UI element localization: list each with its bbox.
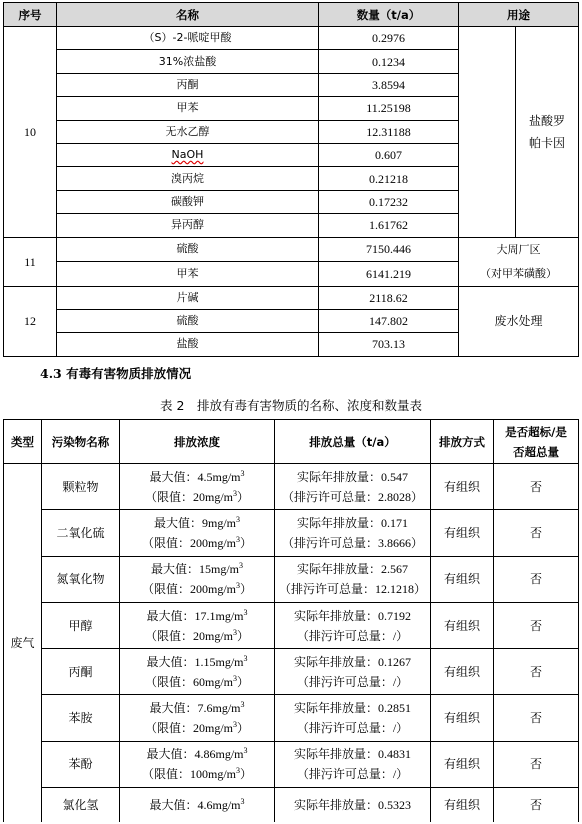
header-qty: 数量（t/a）	[319, 3, 459, 27]
emission-mode: 有组织	[431, 510, 494, 556]
total-cell	[275, 649, 431, 695]
material-name: 硫酸	[57, 237, 319, 262]
limit-value: （限值：$200mg/m^3$）	[141, 534, 253, 550]
material-name: NaOH	[57, 143, 319, 166]
material-name: 片碱	[57, 286, 319, 309]
permit-total: （排污许可总量：/）	[296, 721, 409, 736]
material-qty: 6141.219	[319, 262, 459, 287]
material-name: （S）-2-哌啶甲酸	[57, 27, 319, 50]
limit-value: （限值：$200mg/m^3$）	[141, 581, 253, 597]
permit-total: （排污许可总量：/）	[296, 674, 409, 689]
table-row	[4, 464, 579, 510]
table-row	[4, 602, 579, 648]
actual-emission: 实际年排放量：0.547	[296, 469, 408, 484]
emission-mode: 有组织	[431, 556, 494, 602]
header-total: 排放总量（t/a）	[275, 420, 431, 464]
use-cell: 废水处理	[459, 286, 579, 356]
material-name: 甲苯	[57, 97, 319, 120]
pollutant-name: 苯酚	[42, 741, 120, 787]
exceed-status: 否	[494, 602, 579, 648]
seq-cell: 10	[4, 27, 57, 238]
concentration-cell	[120, 695, 275, 741]
table-row	[4, 788, 579, 822]
permit-total: （排污许可总量：/）	[296, 767, 409, 782]
pollutant-name: 甲醇	[42, 602, 120, 648]
exceed-status: 否	[494, 510, 579, 556]
material-qty: 147.802	[319, 309, 459, 332]
material-name: 溴丙烷	[57, 167, 319, 190]
exceed-status: 否	[494, 464, 579, 510]
section-title: 4.3 有毒有害物质排放情况	[40, 366, 192, 381]
table-row	[4, 695, 579, 741]
emission-mode: 有组织	[431, 741, 494, 787]
material-qty: 0.607	[319, 143, 459, 166]
material-qty: 3.8594	[319, 73, 459, 96]
material-name: 丙酮	[57, 73, 319, 96]
pollutant-name: 苯胺	[42, 695, 120, 741]
exceed-status: 否	[494, 649, 579, 695]
material-qty: 0.21218	[319, 167, 459, 190]
permit-total: （排污许可总量：12.1218）	[278, 582, 426, 597]
concentration-cell	[120, 464, 275, 510]
header-exceed: 是否超标/是否超总量	[494, 420, 579, 464]
header-concentration: 排放浓度	[120, 420, 275, 464]
permit-total: （排污许可总量：/）	[296, 628, 409, 643]
limit-value: （限值：$60mg/m^3$）	[144, 673, 250, 689]
material-name: 盐酸	[57, 333, 319, 356]
pollutant-name: 氯化氢	[42, 788, 120, 822]
emission-mode: 有组织	[431, 464, 494, 510]
seq-cell: 11	[4, 237, 57, 286]
pollutant-name: 二氧化硫	[42, 510, 120, 556]
exceed-status: 否	[494, 788, 579, 822]
seq-cell: 12	[4, 286, 57, 356]
table-row	[4, 556, 579, 602]
emission-mode: 有组织	[431, 695, 494, 741]
use-cell: 大周厂区 （对甲苯磺酸）	[459, 237, 579, 286]
actual-emission: 实际年排放量：2.567	[296, 562, 408, 577]
limit-value: （限值：$20mg/m^3$）	[144, 488, 250, 504]
material-name: 31%浓盐酸	[57, 50, 319, 73]
concentration-cell	[120, 510, 275, 556]
table-row	[4, 27, 579, 50]
actual-emission: 实际年排放量：0.2851	[293, 701, 411, 716]
max-value: 最大值：$4.86mg/m^3$	[146, 746, 248, 762]
material-qty: 703.13	[319, 333, 459, 356]
material-name: 碳酸钾	[57, 190, 319, 213]
total-cell	[275, 556, 431, 602]
table-row	[4, 649, 579, 695]
actual-emission: 实际年排放量：0.171	[296, 515, 408, 530]
emission-mode: 有组织	[431, 788, 494, 822]
materials-table	[3, 2, 579, 357]
max-value: 最大值：$4.5mg/m^3$	[149, 468, 245, 484]
concentration-cell	[120, 788, 275, 822]
max-value: 最大值：$7.6mg/m^3$	[149, 700, 245, 716]
concentration-cell	[120, 556, 275, 602]
emissions-header-row	[4, 420, 579, 464]
table-row	[4, 741, 579, 787]
total-cell	[275, 602, 431, 648]
material-qty: 1.61762	[319, 214, 459, 237]
emission-mode: 有组织	[431, 649, 494, 695]
header-mode: 排放方式	[431, 420, 494, 464]
header-seq: 序号	[4, 3, 57, 27]
material-qty: 0.2976	[319, 27, 459, 50]
concentration-cell	[120, 649, 275, 695]
limit-value: （限值：$20mg/m^3$）	[144, 720, 250, 736]
header-pollutant: 污染物名称	[42, 420, 120, 464]
max-value: 最大值：$1.15mg/m^3$	[146, 653, 248, 669]
max-value: 最大值：$17.1mg/m^3$	[146, 607, 248, 623]
category-cell: 废气	[4, 464, 42, 822]
table-row	[4, 286, 579, 309]
limit-value: （限值：$100mg/m^3$）	[141, 766, 253, 782]
material-qty: 7150.446	[319, 237, 459, 262]
header-use: 用途	[459, 3, 579, 27]
permit-total: （排污许可总量：2.8028）	[281, 489, 423, 504]
total-cell	[275, 510, 431, 556]
total-cell	[275, 464, 431, 510]
actual-emission: 实际年排放量：0.5323	[293, 797, 411, 812]
actual-emission: 实际年排放量：0.7192	[293, 608, 411, 623]
material-qty: 11.25198	[319, 97, 459, 120]
material-name: 硫酸	[57, 309, 319, 332]
total-cell	[275, 695, 431, 741]
pollutant-name: 颗粒物	[42, 464, 120, 510]
exceed-status: 否	[494, 695, 579, 741]
use-cell: 盐酸罗帕卡因	[516, 27, 579, 238]
max-value: 最大值：$4.6mg/m^3$	[149, 796, 245, 812]
material-qty: 0.17232	[319, 190, 459, 213]
material-name: 无水乙醇	[57, 120, 319, 143]
header-type: 类型	[4, 420, 42, 464]
blank-cell	[459, 27, 516, 238]
total-cell	[275, 788, 431, 822]
max-value: 最大值：$9mg/m^3$	[153, 514, 240, 530]
actual-emission: 实际年排放量：0.4831	[293, 747, 411, 762]
limit-value: （限值：$20mg/m^3$）	[144, 627, 250, 643]
concentration-cell	[120, 602, 275, 648]
table-row	[4, 237, 579, 262]
material-qty: 2118.62	[319, 286, 459, 309]
emission-mode: 有组织	[431, 602, 494, 648]
table-row	[4, 510, 579, 556]
permit-total: （排污许可总量：3.8666）	[281, 535, 423, 550]
actual-emission: 实际年排放量：0.1267	[293, 654, 411, 669]
material-name: 异丙醇	[57, 214, 319, 237]
material-qty: 12.31188	[319, 120, 459, 143]
exceed-status: 否	[494, 556, 579, 602]
material-qty: 0.1234	[319, 50, 459, 73]
table-caption: 表 2 排放有毒有害物质的名称、浓度和数量表	[160, 398, 422, 413]
emissions-table	[3, 419, 579, 822]
max-value: 最大值：$15mg/m^3$	[150, 561, 243, 577]
materials-header-row	[4, 3, 579, 27]
material-name: 甲苯	[57, 262, 319, 287]
pollutant-name: 丙酮	[42, 649, 120, 695]
total-cell	[275, 741, 431, 787]
pollutant-name: 氮氧化物	[42, 556, 120, 602]
header-name: 名称	[57, 3, 319, 27]
concentration-cell	[120, 741, 275, 787]
exceed-status: 否	[494, 741, 579, 787]
